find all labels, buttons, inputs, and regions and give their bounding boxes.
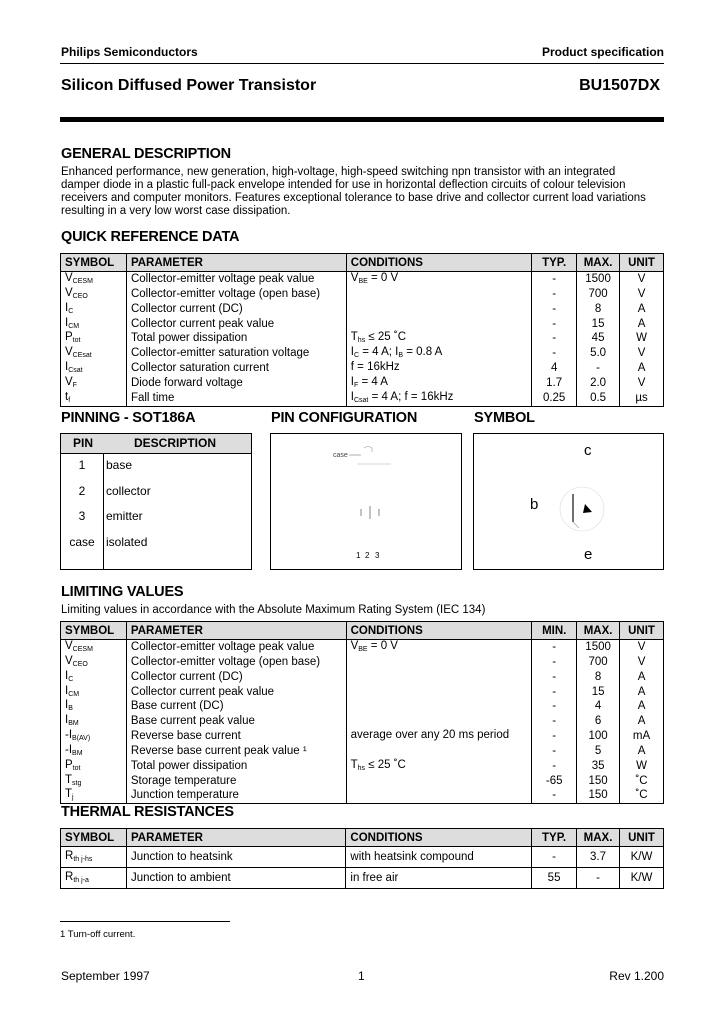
condition-subscript: hs: [357, 764, 366, 772]
col-header: MAX.: [577, 622, 620, 640]
unit-cell: V: [620, 376, 664, 391]
col-header: UNIT: [620, 254, 664, 272]
symbol-cell: [61, 376, 127, 391]
max-cell: 150: [577, 774, 620, 789]
col-header: PARAMETER: [126, 829, 345, 847]
description-line: receivers and computer monitors. Features exceptional tolerance to base drive and collector current load variations: [61, 192, 646, 204]
parameter-cell: Storage temperature: [126, 774, 346, 789]
conditions-cell: [346, 272, 531, 287]
symbol-cell: [61, 714, 127, 729]
symbol-heading: SYMBOL: [474, 410, 535, 426]
pinning-row: [61, 531, 251, 557]
symbol-text: R: [65, 871, 74, 883]
footnote-rule: [60, 921, 230, 922]
condition-text: average over any 20 ms period: [350, 729, 510, 742]
parameter-cell: Junction to ambient: [126, 868, 345, 889]
symbol-text: I: [65, 714, 69, 727]
company-name: Philips Semiconductors: [61, 45, 198, 59]
typ-cell: -: [532, 847, 577, 868]
conditions-cell: [346, 317, 531, 332]
max-cell: 700: [577, 287, 620, 302]
table-row: [61, 868, 664, 889]
typ-cell: -: [532, 287, 577, 302]
unit-cell: mA: [620, 729, 664, 744]
max-cell: 0.5: [577, 391, 620, 406]
symbol-cell: [61, 744, 127, 759]
max-cell: 700: [577, 655, 620, 670]
table-row: [61, 361, 664, 376]
min-cell: -: [532, 744, 577, 759]
conditions-cell: [346, 685, 532, 700]
symbol-text: V: [65, 346, 73, 359]
symbol-subscript: tot: [72, 337, 81, 345]
conditions-cell: [346, 714, 532, 729]
max-cell: 8: [577, 302, 620, 317]
pinning-row: [61, 480, 251, 506]
typ-cell: -: [532, 346, 577, 361]
pin-number-label: 1: [356, 551, 361, 560]
unit-cell: A: [620, 302, 664, 317]
condition-text: ≤ 25 ˚C: [365, 331, 407, 344]
max-cell: 5: [577, 744, 620, 759]
condition-subscript: BE: [358, 278, 368, 285]
col-header: MAX.: [577, 829, 620, 847]
symbol-cell: [61, 640, 127, 655]
symbol-subscript: CEsat: [72, 352, 92, 360]
symbol-text: t: [65, 390, 69, 403]
conditions-cell: [346, 361, 531, 376]
limiting-values-heading: LIMITING VALUES: [61, 584, 184, 600]
parameter-cell: Collector current (DC): [126, 302, 346, 317]
unit-cell: A: [620, 685, 664, 700]
max-cell: 2.0: [577, 376, 620, 391]
unit-cell: A: [620, 361, 664, 376]
condition-text: = 0.8 A: [403, 346, 443, 359]
unit-cell: ˚C: [620, 774, 664, 789]
symbol-subscript: B: [68, 705, 73, 713]
symbol-subscript: CM: [68, 690, 80, 698]
symbol-subscript: C: [68, 307, 74, 315]
max-cell: 15: [577, 317, 620, 332]
package-outline-icon: [271, 434, 461, 569]
symbol-subscript: CESM: [72, 278, 93, 285]
table-row: [61, 317, 664, 332]
max-cell: 5.0: [577, 346, 620, 361]
max-cell: 8: [577, 670, 620, 685]
pinning-row: [61, 454, 251, 480]
condition-text: = 4 A: [358, 375, 388, 388]
symbol-text: R: [65, 850, 74, 862]
symbol-cell: [61, 655, 127, 670]
table-row: [61, 729, 664, 744]
symbol-cell: [61, 317, 127, 332]
parameter-cell: Fall time: [126, 391, 346, 406]
pin-number: case: [69, 534, 95, 549]
unit-cell: W: [620, 759, 664, 774]
condition-subscript: C: [353, 352, 360, 360]
condition-subscript: B: [398, 352, 404, 360]
condition-text: ≤ 25 ˚C: [365, 758, 406, 771]
conditions-cell: [346, 788, 532, 803]
pin-description: base: [106, 458, 133, 472]
table-row: [61, 788, 664, 803]
symbol-cell: [61, 302, 127, 317]
typ-cell: -: [532, 272, 577, 287]
unit-cell: A: [620, 744, 664, 759]
max-cell: -: [577, 868, 620, 889]
symbol-subscript: B(AV): [72, 735, 91, 743]
min-cell: -: [532, 714, 577, 729]
symbol-text: P: [65, 758, 73, 771]
limiting-values-intro: Limiting values in accordance with the Absolute Maximum Rating System (IEC 134): [61, 604, 486, 616]
unit-cell: A: [620, 714, 664, 729]
symbol-subscript: CEO: [72, 292, 88, 300]
typ-cell: 55: [532, 868, 577, 889]
col-header: UNIT: [620, 622, 664, 640]
symbol-subscript: stg: [72, 779, 82, 787]
condition-text: I: [350, 390, 354, 403]
max-cell: 15: [577, 685, 620, 700]
max-cell: 6: [577, 714, 620, 729]
symbol-subscript: CESM: [72, 646, 93, 653]
unit-cell: K/W: [620, 868, 664, 889]
symbol-subscript: CEO: [72, 660, 88, 668]
pin-number: 1: [78, 458, 86, 472]
table-row: [61, 391, 664, 406]
conditions-cell: [346, 868, 532, 889]
unit-cell: A: [620, 317, 664, 332]
symbol-cell: [61, 685, 127, 700]
max-cell: 100: [577, 729, 620, 744]
typ-cell: 0.25: [532, 391, 577, 406]
symbol-text: -I: [65, 743, 73, 756]
conditions-cell: [346, 302, 531, 317]
condition-text: I: [350, 346, 354, 359]
min-cell: -: [532, 729, 577, 744]
unit-cell: K/W: [620, 847, 664, 868]
symbol-cell: [61, 331, 127, 346]
parameter-cell: Junction temperature: [126, 788, 346, 803]
conditions-cell: [346, 729, 532, 744]
base-label: b: [530, 496, 539, 513]
quick-reference-heading: QUICK REFERENCE DATA: [61, 229, 240, 245]
general-description-heading: GENERAL DESCRIPTION: [61, 146, 231, 162]
footer-date: September 1997: [61, 969, 150, 983]
pin-number-label: 3: [375, 551, 380, 560]
conditions-cell: [346, 376, 531, 391]
typ-cell: 4: [532, 361, 577, 376]
conditions-cell: [346, 774, 532, 789]
symbol-subscript: BM: [68, 720, 79, 728]
max-cell: -: [577, 361, 620, 376]
col-header: MAX.: [577, 254, 620, 272]
symbol-text: V: [65, 640, 73, 652]
symbol-text: P: [65, 331, 73, 344]
table-row: [61, 714, 664, 729]
col-header: SYMBOL: [61, 622, 127, 640]
col-header: UNIT: [620, 829, 664, 847]
symbol-text: I: [65, 316, 69, 329]
pin-description: emitter: [106, 509, 143, 523]
pinning-table: [60, 433, 252, 570]
condition-text: T: [350, 331, 358, 344]
symbol-cell: [61, 272, 127, 287]
parameter-cell: Base current peak value: [126, 714, 346, 729]
col-header: PARAMETER: [126, 622, 346, 640]
parameter-cell: Collector current (DC): [126, 670, 346, 685]
condition-text: = 0 V: [367, 640, 398, 652]
pinning-header-row: [61, 434, 251, 454]
parameter-cell: Collector current peak value: [126, 685, 346, 700]
symbol-cell: [61, 774, 127, 789]
symbol-subscript: th j-hs: [73, 856, 93, 863]
symbol-cell: [61, 868, 127, 889]
table-row: [61, 847, 664, 868]
thermal-resistances-table: [60, 828, 664, 889]
footer-revision: Rev 1.200: [609, 969, 664, 983]
pin-number-label: 2: [365, 551, 370, 560]
min-cell: -: [532, 655, 577, 670]
typ-cell: 1.7: [532, 376, 577, 391]
condition-text: I: [350, 375, 354, 388]
transistor-symbol-icon: [474, 434, 663, 569]
symbol-cell: [61, 346, 127, 361]
col-header: CONDITIONS: [346, 622, 532, 640]
parameter-cell: Diode forward voltage: [126, 376, 346, 391]
condition-subscript: F: [353, 381, 359, 389]
footnote: 1 Turn-off current.: [60, 929, 136, 940]
table-row: [61, 759, 664, 774]
parameter-cell: Junction to heatsink: [126, 847, 345, 868]
pinning-heading: PINNING - SOT186A: [61, 410, 196, 426]
unit-cell: V: [620, 346, 664, 361]
conditions-cell: [346, 655, 532, 670]
symbol-text: T: [65, 773, 73, 786]
table-row: [61, 302, 664, 317]
conditions-cell: [346, 670, 532, 685]
parameter-cell: Collector-emitter voltage peak value: [126, 272, 346, 287]
description-line: damper diode in a plastic full-pack envelope intended for use in horizontal deflection circuits of colour television: [61, 179, 626, 191]
condition-text: with heatsink compound: [350, 850, 474, 863]
unit-cell: V: [620, 287, 664, 302]
conditions-cell: [346, 331, 531, 346]
col-header: CONDITIONS: [346, 254, 531, 272]
symbol-subscript: CM: [68, 322, 80, 330]
table-row: [61, 640, 664, 655]
symbol-subscript: f: [68, 396, 71, 404]
case-label: case: [333, 452, 348, 459]
min-cell: -65: [532, 774, 577, 789]
header-rule: [60, 63, 664, 64]
table-row: [61, 346, 664, 361]
max-cell: 3.7: [577, 847, 620, 868]
pin-number: 2: [78, 483, 86, 498]
symbol-subscript: F: [72, 381, 77, 389]
limiting-values-table: [60, 621, 664, 804]
pinning-row: [61, 505, 251, 531]
min-cell: -: [532, 670, 577, 685]
unit-cell: A: [620, 670, 664, 685]
condition-subscript: hs: [357, 337, 366, 345]
parameter-cell: Collector current peak value: [126, 317, 346, 332]
condition-text: = 0 V: [367, 272, 399, 284]
condition-text: T: [350, 758, 358, 771]
symbol-subscript: th j-a: [73, 877, 89, 884]
conditions-cell: [346, 287, 531, 302]
symbol-cell: [61, 729, 127, 744]
parameter-cell: Collector-emitter voltage (open base): [126, 287, 346, 302]
pin-description: isolated: [106, 534, 148, 549]
collector-label: c: [584, 442, 592, 459]
general-description-text: [61, 166, 671, 218]
part-number: BU1507DX: [579, 77, 660, 94]
symbol-subscript: tot: [72, 764, 81, 772]
condition-text: f = 16kHz: [350, 361, 400, 374]
table-row: [61, 774, 664, 789]
symbol-cell: [61, 788, 127, 803]
unit-cell: ˚C: [620, 788, 664, 803]
symbol-text: V: [65, 272, 73, 284]
min-cell: -: [532, 759, 577, 774]
unit-cell: µs: [620, 391, 664, 406]
description-line: Enhanced performance, new generation, high-voltage, high-speed switching npn transistor with an integrated: [61, 166, 616, 178]
condition-text: V: [350, 272, 359, 284]
symbol-cell: [61, 759, 127, 774]
min-cell: -: [532, 788, 577, 803]
table-row: [61, 685, 664, 700]
table-row: [61, 272, 664, 287]
parameter-cell: Collector saturation current: [126, 361, 346, 376]
condition-subscript: Csat: [353, 396, 369, 404]
table-row: [61, 699, 664, 714]
symbol-cell: [61, 699, 127, 714]
table-row: [61, 376, 664, 391]
symbol-text: I: [65, 699, 69, 712]
parameter-cell: Reverse base current peak value ¹: [126, 744, 346, 759]
symbol-text: V: [65, 375, 73, 388]
emitter-label: e: [584, 546, 593, 563]
symbol-cell: [61, 391, 127, 406]
symbol-subscript: C: [68, 675, 74, 683]
max-cell: 150: [577, 788, 620, 803]
symbol-text: V: [65, 286, 73, 299]
conditions-cell: [346, 346, 531, 361]
col-header: CONDITIONS: [346, 829, 532, 847]
parameter-cell: Total power dissipation: [126, 759, 346, 774]
page-number: 1: [358, 969, 365, 983]
symbol-cell: [61, 361, 127, 376]
max-cell: 1500: [577, 640, 620, 655]
condition-subscript: BE: [358, 646, 368, 653]
conditions-cell: [346, 699, 532, 714]
thermal-resistances-heading: THERMAL RESISTANCES: [61, 804, 234, 820]
condition-text: in free air: [350, 871, 399, 884]
typ-cell: -: [532, 317, 577, 332]
symbol-text: -I: [65, 729, 73, 742]
pin-configuration-figure: [270, 433, 462, 570]
col-header: SYMBOL: [61, 829, 127, 847]
conditions-cell: [346, 640, 532, 655]
title-bar: [60, 117, 664, 122]
table-row: [61, 670, 664, 685]
typ-cell: -: [532, 331, 577, 346]
conditions-cell: [346, 759, 532, 774]
symbol-cell: [61, 847, 127, 868]
min-cell: -: [532, 699, 577, 714]
symbol-figure: [473, 433, 664, 570]
conditions-cell: [346, 847, 532, 868]
condition-text: = 4 A; I: [359, 346, 399, 359]
min-cell: -: [532, 640, 577, 655]
col-header: DESCRIPTION: [134, 436, 217, 450]
parameter-cell: Base current (DC): [126, 699, 346, 714]
symbol-text: I: [65, 684, 69, 697]
symbol-text: I: [65, 361, 69, 374]
pin-configuration-heading: PIN CONFIGURATION: [271, 410, 418, 426]
parameter-cell: Reverse base current: [126, 729, 346, 744]
typ-cell: -: [532, 302, 577, 317]
table-row: [61, 331, 664, 346]
doc-title: Silicon Diffused Power Transistor: [61, 77, 317, 94]
parameter-cell: Collector-emitter saturation voltage: [126, 346, 346, 361]
max-cell: 35: [577, 759, 620, 774]
table-row: [61, 744, 664, 759]
parameter-cell: Total power dissipation: [126, 331, 346, 346]
symbol-text: I: [65, 669, 69, 682]
conditions-cell: [346, 744, 532, 759]
table-row: [61, 655, 664, 670]
col-header: PIN: [73, 436, 94, 450]
condition-text: V: [350, 640, 359, 652]
symbol-text: V: [65, 654, 73, 667]
symbol-text: T: [65, 788, 73, 801]
col-header: MIN.: [532, 622, 577, 640]
col-header: TYP.: [532, 829, 577, 847]
symbol-subscript: Csat: [68, 367, 83, 375]
max-cell: 4: [577, 699, 620, 714]
min-cell: -: [532, 685, 577, 700]
unit-cell: A: [620, 699, 664, 714]
symbol-cell: [61, 670, 127, 685]
description-line: resulting in a very low worst case dissipation.: [61, 205, 291, 217]
condition-text: = 4 A; f = 16kHz: [368, 390, 454, 403]
unit-cell: V: [620, 655, 664, 670]
symbol-subscript: BM: [72, 749, 83, 757]
col-header: SYMBOL: [61, 254, 127, 272]
doc-type: Product specification: [541, 45, 664, 59]
max-cell: 45: [577, 331, 620, 346]
parameter-cell: Collector-emitter voltage peak value: [126, 640, 346, 655]
col-header: PARAMETER: [126, 254, 346, 272]
symbol-text: I: [65, 301, 69, 314]
quick-reference-table: [60, 253, 664, 407]
unit-cell: W: [620, 331, 664, 346]
max-cell: 1500: [577, 272, 620, 287]
conditions-cell: [346, 391, 531, 406]
symbol-subscript: j: [72, 794, 74, 802]
unit-cell: V: [620, 272, 664, 287]
unit-cell: V: [620, 640, 664, 655]
symbol-cell: [61, 287, 127, 302]
table-row: [61, 287, 664, 302]
parameter-cell: Collector-emitter voltage (open base): [126, 655, 346, 670]
pin-number: 3: [78, 509, 86, 523]
col-header: TYP.: [532, 254, 577, 272]
pin-description: collector: [106, 483, 151, 498]
